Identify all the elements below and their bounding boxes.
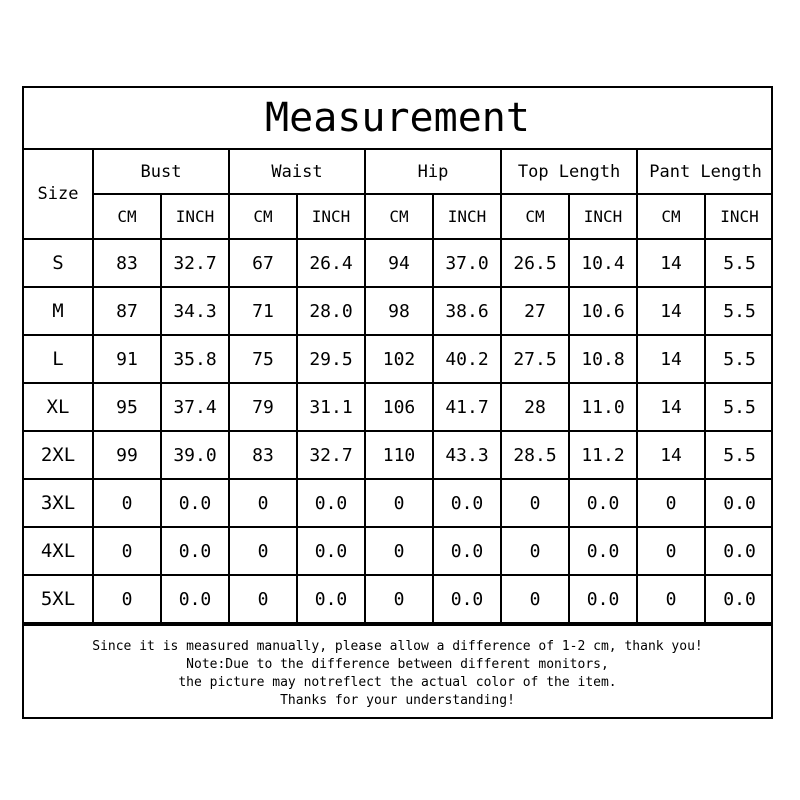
note-line: Since it is measured manually, please allow a difference of 1-2 cm, thank you! [92,638,703,654]
measurement-cell: 83 [229,431,297,479]
note-line: Note:Due to the difference between different monitors, [186,656,609,672]
table-row [24,287,773,335]
measurement-cell: 11.2 [569,431,637,479]
unit-header-cm: CM [93,194,161,239]
unit-header-cm: CM [637,194,705,239]
size-cell: XL [24,383,93,431]
disclaimer-note [24,624,771,721]
measurement-cell: 5.5 [705,239,773,287]
unit-header-cm: CM [501,194,569,239]
measurement-cell: 94 [365,239,433,287]
measurement-cell: 71 [229,287,297,335]
measurement-cell: 28.0 [297,287,365,335]
group-header-hip: Hip [365,150,501,194]
measurement-cell: 31.1 [297,383,365,431]
size-cell: M [24,287,93,335]
measurement-cell: 0.0 [297,527,365,575]
group-header-bust: Bust [93,150,229,194]
measurement-cell: 0 [93,479,161,527]
unit-header-cm: CM [229,194,297,239]
measurement-cell: 34.3 [161,287,229,335]
table-row [24,383,773,431]
measurement-cell: 14 [637,287,705,335]
measurement-cell: 28.5 [501,431,569,479]
unit-header-inch: INCH [705,194,773,239]
measurement-cell: 0.0 [705,527,773,575]
group-header-row [24,150,773,194]
measurement-cell: 0 [365,575,433,623]
measurement-cell: 5.5 [705,287,773,335]
table-row [24,431,773,479]
unit-header-cm: CM [365,194,433,239]
unit-header-inch: INCH [433,194,501,239]
size-column-header: Size [24,150,93,239]
note-line: Thanks for your understanding! [280,692,515,708]
measurement-cell: 14 [637,239,705,287]
measurement-cell: 0.0 [297,479,365,527]
table-row [24,575,773,623]
measurement-cell: 0 [501,479,569,527]
measurement-cell: 0.0 [433,479,501,527]
measurement-cell: 98 [365,287,433,335]
measurement-cell: 99 [93,431,161,479]
size-cell: 5XL [24,575,93,623]
size-cell: 2XL [24,431,93,479]
unit-header-inch: INCH [161,194,229,239]
measurement-cell: 0.0 [569,527,637,575]
measurement-cell: 26.5 [501,239,569,287]
measurement-cell: 37.4 [161,383,229,431]
measurement-cell: 10.6 [569,287,637,335]
measurement-cell: 41.7 [433,383,501,431]
measurement-cell: 0.0 [705,479,773,527]
measurement-cell: 0 [229,575,297,623]
measurement-cell: 0.0 [705,575,773,623]
measurement-cell: 5.5 [705,383,773,431]
measurement-cell: 0.0 [297,575,365,623]
measurement-cell: 106 [365,383,433,431]
measurement-cell: 0 [501,575,569,623]
measurement-cell: 0 [229,527,297,575]
measurement-cell: 79 [229,383,297,431]
measurement-cell: 32.7 [297,431,365,479]
measurement-cell: 0 [365,527,433,575]
measurement-cell: 10.4 [569,239,637,287]
measurement-cell: 95 [93,383,161,431]
measurement-cell: 0 [93,575,161,623]
measurement-cell: 43.3 [433,431,501,479]
measurement-cell: 0 [501,527,569,575]
measurement-cell: 38.6 [433,287,501,335]
measurement-cell: 102 [365,335,433,383]
measurement-cell: 0 [637,575,705,623]
measurement-cell: 27.5 [501,335,569,383]
measurement-cell: 0.0 [161,527,229,575]
measurement-cell: 14 [637,431,705,479]
measurement-cell: 87 [93,287,161,335]
measurement-cell: 26.4 [297,239,365,287]
measurement-cell: 5.5 [705,335,773,383]
measurement-cell: 10.8 [569,335,637,383]
size-cell: 3XL [24,479,93,527]
measurement-cell: 14 [637,383,705,431]
table-row [24,335,773,383]
measurement-cell: 29.5 [297,335,365,383]
unit-header-inch: INCH [297,194,365,239]
size-chart [22,86,773,719]
measurement-cell: 35.8 [161,335,229,383]
measurement-cell: 11.0 [569,383,637,431]
measurement-cell: 0.0 [569,575,637,623]
measurement-table [24,150,773,624]
group-header-waist: Waist [229,150,365,194]
measurement-cell: 14 [637,335,705,383]
measurement-cell: 83 [93,239,161,287]
measurement-cell: 0 [637,527,705,575]
measurement-cell: 27 [501,287,569,335]
measurement-cell: 0.0 [569,479,637,527]
measurement-cell: 75 [229,335,297,383]
unit-header-inch: INCH [569,194,637,239]
size-cell: S [24,239,93,287]
note-line: the picture may notreflect the actual color of the item. [178,674,617,690]
table-row [24,527,773,575]
measurement-cell: 5.5 [705,431,773,479]
table-row [24,479,773,527]
measurement-cell: 0.0 [161,575,229,623]
measurement-cell: 0 [365,479,433,527]
unit-header-row [24,194,773,239]
group-header-pant-length: Pant Length [637,150,773,194]
measurement-cell: 32.7 [161,239,229,287]
measurement-cell: 67 [229,239,297,287]
measurement-cell: 37.0 [433,239,501,287]
table-row [24,239,773,287]
measurement-rows [24,239,773,623]
measurement-cell: 0.0 [433,527,501,575]
group-header-top-length: Top Length [501,150,637,194]
measurement-cell: 110 [365,431,433,479]
measurement-cell: 0.0 [161,479,229,527]
measurement-cell: 91 [93,335,161,383]
size-cell: L [24,335,93,383]
measurement-cell: 39.0 [161,431,229,479]
measurement-cell: 28 [501,383,569,431]
measurement-cell: 0 [637,479,705,527]
measurement-cell: 0.0 [433,575,501,623]
measurement-cell: 0 [229,479,297,527]
measurement-cell: 0 [93,527,161,575]
size-cell: 4XL [24,527,93,575]
measurement-cell: 40.2 [433,335,501,383]
chart-title: Measurement [24,88,771,150]
